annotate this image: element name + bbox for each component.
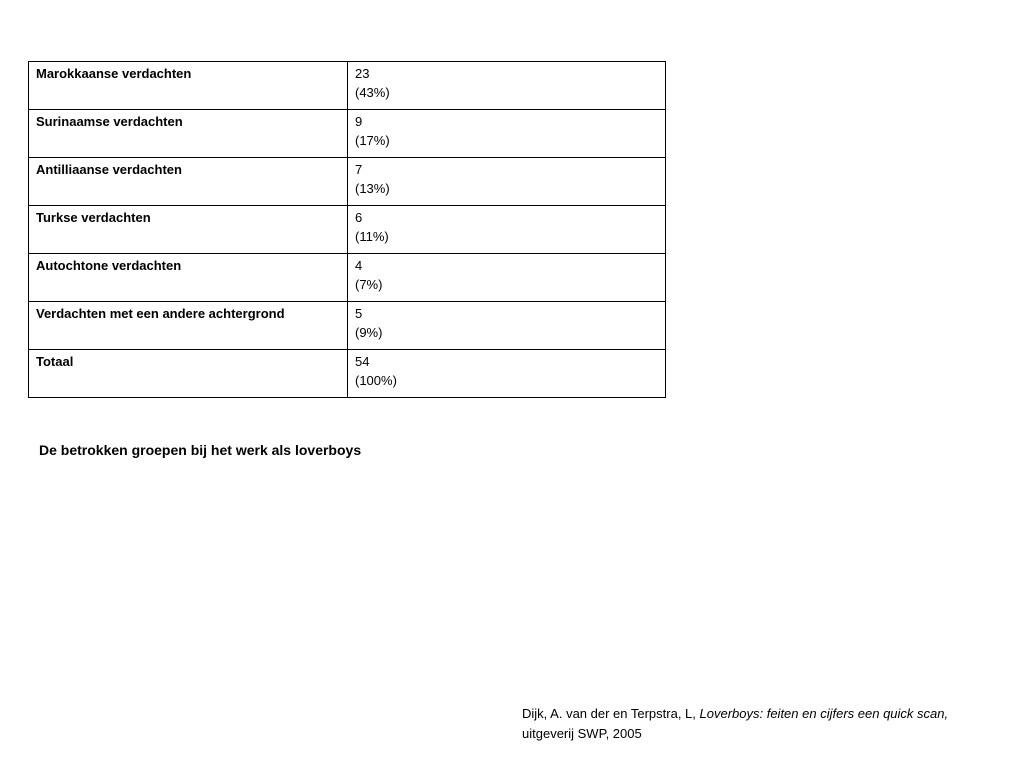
row-label: Antilliaanse verdachten [29,158,348,206]
row-percent: (11%) [355,229,389,244]
row-value [348,110,666,158]
row-percent: (7%) [355,277,383,292]
row-count: 5 [355,306,363,321]
table-row [29,158,666,206]
row-label: Autochtone verdachten [29,254,348,302]
row-percent: (9%) [355,325,383,340]
row-value [348,350,666,398]
source-title: Loverboys: feiten en cijfers een quick scan, [699,706,949,721]
table-row [29,110,666,158]
row-value [348,302,666,350]
row-label: Marokkaanse verdachten [29,62,348,110]
table-row [29,206,666,254]
row-count: 6 [355,210,363,225]
table-row [29,302,666,350]
source-authors: Dijk, A. van der en Terpstra, L, [522,706,700,721]
table-caption: De betrokken groepen bij het werk als loverboys [39,442,362,458]
row-label: Totaal [29,350,348,398]
table-row [29,62,666,110]
row-count: 23 [355,66,370,81]
suspects-table [28,61,666,398]
source-citation [522,704,1002,744]
row-value [348,158,666,206]
row-value [348,254,666,302]
row-percent: (100%) [355,373,397,388]
row-count: 54 [355,354,370,369]
row-percent: (17%) [355,133,390,148]
row-percent: (43%) [355,85,390,100]
row-label: Surinaamse verdachten [29,110,348,158]
row-count: 7 [355,162,363,177]
table-row-total [29,350,666,398]
row-count: 9 [355,114,363,129]
row-value [348,62,666,110]
row-value [348,206,666,254]
table-row [29,254,666,302]
row-label: Turkse verdachten [29,206,348,254]
row-percent: (13%) [355,181,390,196]
row-count: 4 [355,258,363,273]
row-label: Verdachten met een andere achtergrond [29,302,348,350]
source-publisher: uitgeverij SWP, 2005 [522,726,642,741]
